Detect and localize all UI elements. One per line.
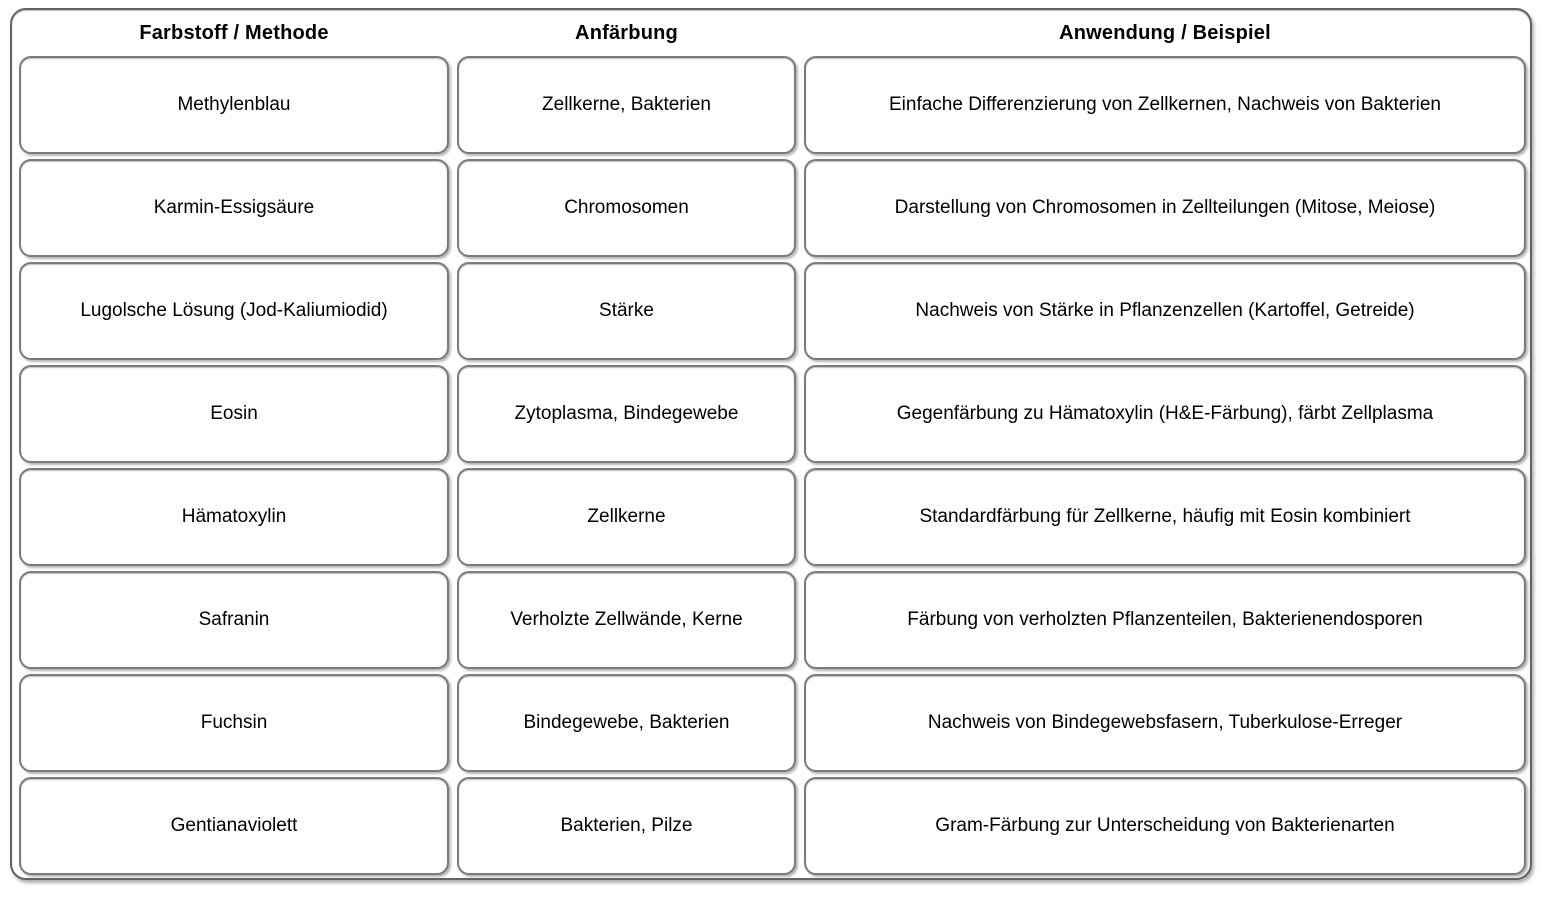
cell-method-haematoxylin: Hämatoxylin: [19, 468, 449, 566]
cell-staining-lugolsche-loesung: Stärke: [457, 262, 796, 360]
column-header-anfaerbung: Anfärbung: [575, 21, 678, 44]
cell-staining-safranin: Verholzte Zellwände, Kerne: [457, 571, 796, 669]
table-body: [19, 56, 1523, 875]
cell-application-lugolsche-loesung: Nachweis von Stärke in Pflanzenzellen (Kartoffel, Getreide): [804, 262, 1526, 360]
cell-staining-fuchsin: Bindegewebe, Bakterien: [457, 674, 796, 772]
cell-staining-haematoxylin: Zellkerne: [457, 468, 796, 566]
table-header-row: [19, 10, 1523, 56]
column-header-farbstoff-methode: Farbstoff / Methode: [139, 21, 329, 44]
cell-staining-gentianaviolett: Bakterien, Pilze: [457, 777, 796, 875]
cell-application-gentianaviolett: Gram-Färbung zur Unterscheidung von Bakterienarten: [804, 777, 1526, 875]
cell-staining-methylenblau: Zellkerne, Bakterien: [457, 56, 796, 154]
cell-application-fuchsin: Nachweis von Bindegewebsfasern, Tuberkulose-Erreger: [804, 674, 1526, 772]
table-outer-frame: [10, 8, 1532, 880]
cell-method-karmin-essigsaeure: Karmin-Essigsäure: [19, 159, 449, 257]
cell-staining-karmin-essigsaeure: Chromosomen: [457, 159, 796, 257]
cell-application-methylenblau: Einfache Differenzierung von Zellkernen, Nachweis von Bakterien: [804, 56, 1526, 154]
cell-method-eosin: Eosin: [19, 365, 449, 463]
cell-application-haematoxylin: Standardfärbung für Zellkerne, häufig mit Eosin kombiniert: [804, 468, 1526, 566]
cell-method-lugolsche-loesung: Lugolsche Lösung (Jod-Kaliumiodid): [19, 262, 449, 360]
cell-application-karmin-essigsaeure: Darstellung von Chromosomen in Zellteilungen (Mitose, Meiose): [804, 159, 1526, 257]
cell-staining-eosin: Zytoplasma, Bindegewebe: [457, 365, 796, 463]
cell-method-methylenblau: Methylenblau: [19, 56, 449, 154]
cell-method-safranin: Safranin: [19, 571, 449, 669]
cell-method-fuchsin: Fuchsin: [19, 674, 449, 772]
cell-application-safranin: Färbung von verholzten Pflanzenteilen, Bakterienendosporen: [804, 571, 1526, 669]
cell-application-eosin: Gegenfärbung zu Hämatoxylin (H&E-Färbung), färbt Zellplasma: [804, 365, 1526, 463]
column-header-anwendung-beispiel: Anwendung / Beispiel: [1059, 21, 1271, 44]
cell-method-gentianaviolett: Gentianaviolett: [19, 777, 449, 875]
